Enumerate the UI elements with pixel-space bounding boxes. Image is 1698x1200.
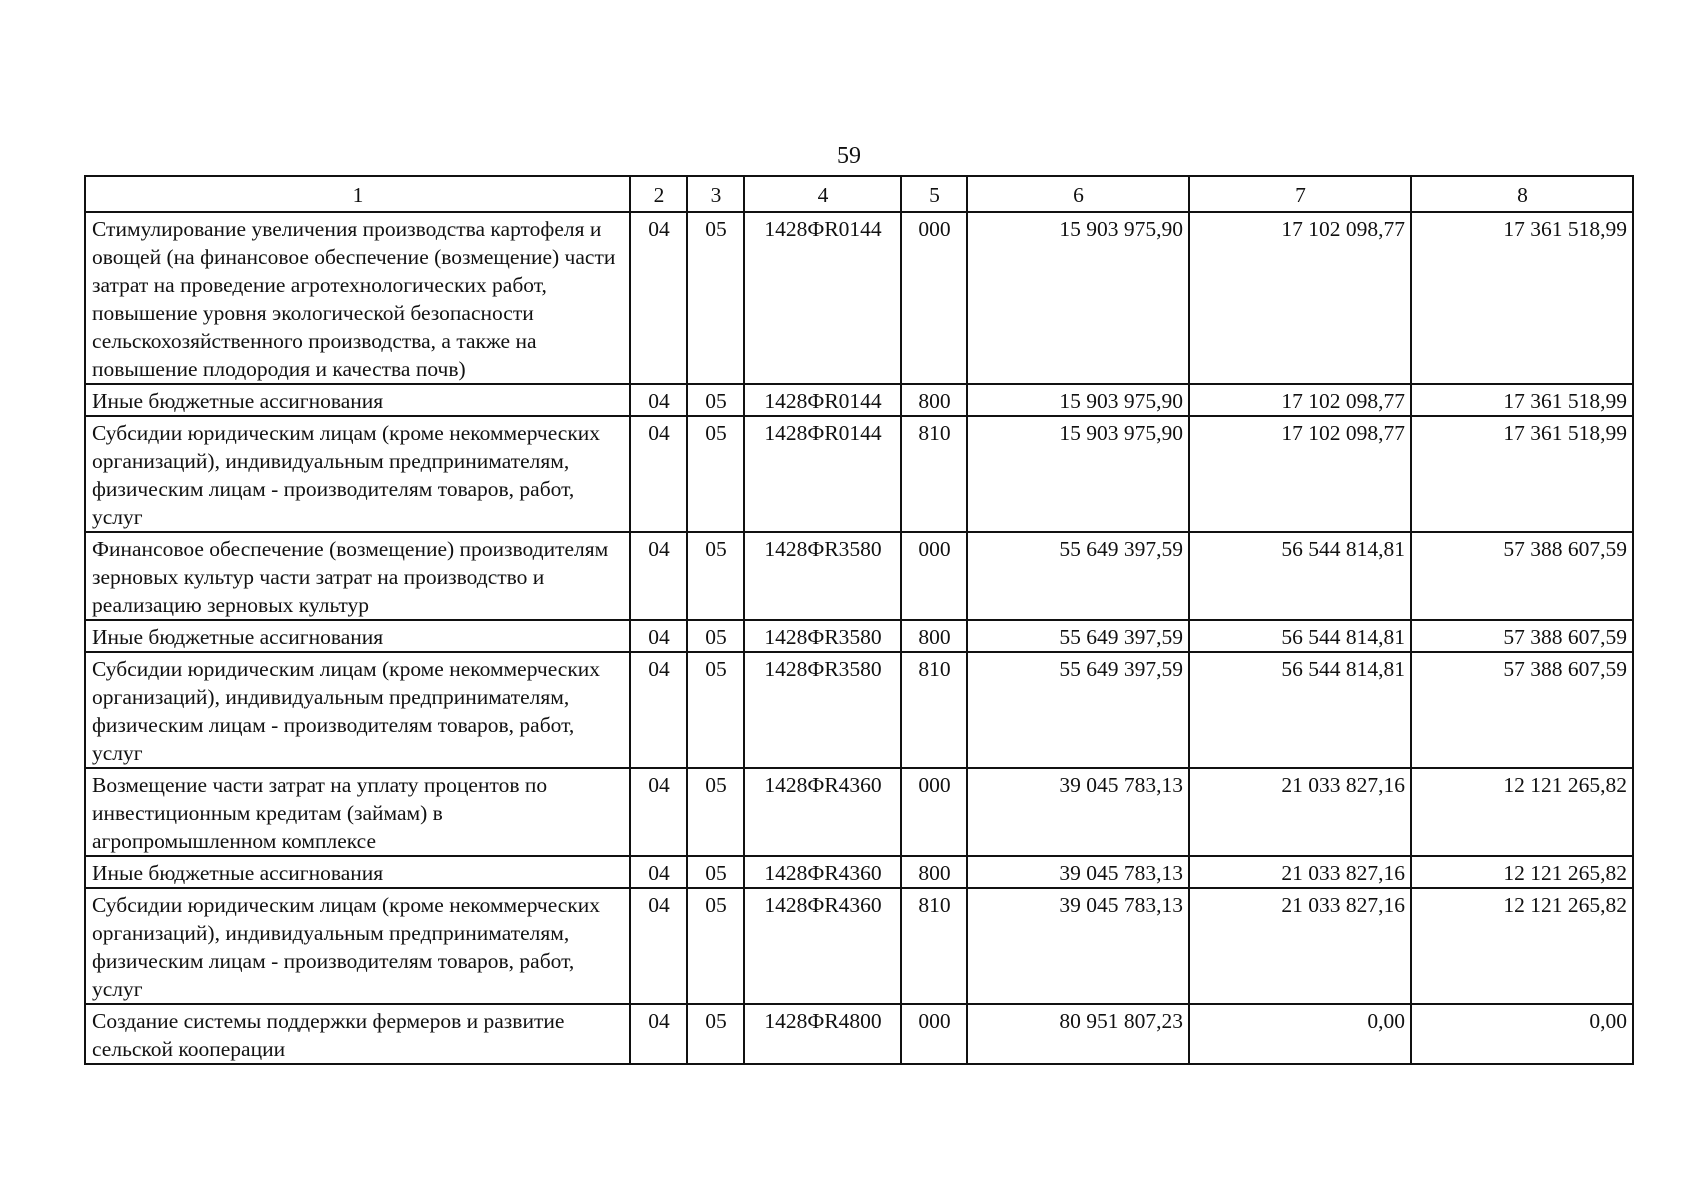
section-code-cell: 04 (630, 768, 687, 856)
column-header-8: 8 (1411, 176, 1633, 212)
table-row (85, 856, 1633, 888)
column-header-1: 1 (85, 176, 630, 212)
amount-col-8-cell: 12 121 265,82 (1411, 888, 1633, 1004)
subsection-code-cell: 05 (687, 888, 744, 1004)
amount-col-8-cell: 17 361 518,99 (1411, 212, 1633, 384)
subsection-code-cell: 05 (687, 532, 744, 620)
expense-type-cell: 000 (901, 768, 967, 856)
table-row (85, 416, 1633, 532)
subsection-code-cell: 05 (687, 1004, 744, 1064)
section-code-cell: 04 (630, 888, 687, 1004)
amount-col-7-cell: 56 544 814,81 (1189, 532, 1411, 620)
expense-type-cell: 800 (901, 384, 967, 416)
amount-col-8-cell: 57 388 607,59 (1411, 532, 1633, 620)
amount-col-6-cell: 15 903 975,90 (967, 384, 1189, 416)
page-number: 59 (837, 143, 861, 169)
target-article-cell: 1428ФR0144 (744, 212, 901, 384)
amount-col-7-cell: 56 544 814,81 (1189, 620, 1411, 652)
row-name-cell: Финансовое обеспечение (возмещение) производителям зерновых культур части затрат на производство и реализацию зерновых культур (85, 532, 630, 620)
target-article-cell: 1428ФR4360 (744, 856, 901, 888)
column-header-7: 7 (1189, 176, 1411, 212)
amount-col-7-cell: 0,00 (1189, 1004, 1411, 1064)
target-article-cell: 1428ФR3580 (744, 532, 901, 620)
target-article-cell: 1428ФR0144 (744, 416, 901, 532)
table-row (85, 888, 1633, 1004)
column-header-3: 3 (687, 176, 744, 212)
amount-col-8-cell: 57 388 607,59 (1411, 652, 1633, 768)
table-row (85, 652, 1633, 768)
subsection-code-cell: 05 (687, 620, 744, 652)
target-article-cell: 1428ФR4360 (744, 768, 901, 856)
row-name-cell: Субсидии юридическим лицам (кроме некоммерческих организаций), индивидуальным предпринимателям, физическим лицам - производителям товаров, работ, услуг (85, 652, 630, 768)
section-code-cell: 04 (630, 532, 687, 620)
row-name-cell: Возмещение части затрат на уплату процентов по инвестиционным кредитам (займам) в агропромышленном комплексе (85, 768, 630, 856)
amount-col-8-cell: 57 388 607,59 (1411, 620, 1633, 652)
expense-type-cell: 810 (901, 888, 967, 1004)
section-code-cell: 04 (630, 856, 687, 888)
amount-col-6-cell: 80 951 807,23 (967, 1004, 1189, 1064)
column-header-4: 4 (744, 176, 901, 212)
amount-col-8-cell: 17 361 518,99 (1411, 384, 1633, 416)
amount-col-8-cell: 12 121 265,82 (1411, 856, 1633, 888)
expense-type-cell: 800 (901, 856, 967, 888)
table-row (85, 768, 1633, 856)
target-article-cell: 1428ФR0144 (744, 384, 901, 416)
row-name-cell: Иные бюджетные ассигнования (85, 856, 630, 888)
subsection-code-cell: 05 (687, 212, 744, 384)
amount-col-7-cell: 21 033 827,16 (1189, 856, 1411, 888)
row-name-cell: Стимулирование увеличения производства картофеля и овощей (на финансовое обеспечение (возмещение) части затрат на проведение агротехнологических работ, повышение уровня экологической безопасности сельскохозяйственного производства, а также на повышение плодородия и качества почв) (85, 212, 630, 384)
amount-col-7-cell: 21 033 827,16 (1189, 768, 1411, 856)
amount-col-6-cell: 55 649 397,59 (967, 620, 1189, 652)
column-header-2: 2 (630, 176, 687, 212)
amount-col-6-cell: 15 903 975,90 (967, 416, 1189, 532)
table-row (85, 212, 1633, 384)
section-code-cell: 04 (630, 620, 687, 652)
subsection-code-cell: 05 (687, 384, 744, 416)
subsection-code-cell: 05 (687, 416, 744, 532)
target-article-cell: 1428ФR4800 (744, 1004, 901, 1064)
section-code-cell: 04 (630, 212, 687, 384)
section-code-cell: 04 (630, 1004, 687, 1064)
amount-col-7-cell: 21 033 827,16 (1189, 888, 1411, 1004)
expense-type-cell: 000 (901, 1004, 967, 1064)
expense-type-cell: 000 (901, 532, 967, 620)
amount-col-8-cell: 12 121 265,82 (1411, 768, 1633, 856)
amount-col-6-cell: 39 045 783,13 (967, 768, 1189, 856)
subsection-code-cell: 05 (687, 768, 744, 856)
row-name-cell: Иные бюджетные ассигнования (85, 384, 630, 416)
target-article-cell: 1428ФR4360 (744, 888, 901, 1004)
row-name-cell: Субсидии юридическим лицам (кроме некоммерческих организаций), индивидуальным предпринимателям, физическим лицам - производителям товаров, работ, услуг (85, 888, 630, 1004)
target-article-cell: 1428ФR3580 (744, 652, 901, 768)
row-name-cell: Субсидии юридическим лицам (кроме некоммерческих организаций), индивидуальным предпринимателям, физическим лицам - производителям товаров, работ, услуг (85, 416, 630, 532)
table-header-row (85, 176, 1633, 212)
amount-col-6-cell: 39 045 783,13 (967, 888, 1189, 1004)
expense-type-cell: 810 (901, 416, 967, 532)
table-row (85, 1004, 1633, 1064)
budget-table (84, 175, 1634, 1065)
table-row (85, 384, 1633, 416)
target-article-cell: 1428ФR3580 (744, 620, 901, 652)
amount-col-8-cell: 0,00 (1411, 1004, 1633, 1064)
amount-col-6-cell: 15 903 975,90 (967, 212, 1189, 384)
amount-col-7-cell: 56 544 814,81 (1189, 652, 1411, 768)
amount-col-6-cell: 55 649 397,59 (967, 652, 1189, 768)
amount-col-7-cell: 17 102 098,77 (1189, 384, 1411, 416)
amount-col-8-cell: 17 361 518,99 (1411, 416, 1633, 532)
expense-type-cell: 810 (901, 652, 967, 768)
subsection-code-cell: 05 (687, 856, 744, 888)
column-header-6: 6 (967, 176, 1189, 212)
expense-type-cell: 000 (901, 212, 967, 384)
amount-col-6-cell: 55 649 397,59 (967, 532, 1189, 620)
section-code-cell: 04 (630, 384, 687, 416)
table-row (85, 532, 1633, 620)
column-header-5: 5 (901, 176, 967, 212)
amount-col-7-cell: 17 102 098,77 (1189, 212, 1411, 384)
amount-col-6-cell: 39 045 783,13 (967, 856, 1189, 888)
row-name-cell: Иные бюджетные ассигнования (85, 620, 630, 652)
table-body (85, 212, 1633, 1064)
row-name-cell: Создание системы поддержки фермеров и развитие сельской кооперации (85, 1004, 630, 1064)
amount-col-7-cell: 17 102 098,77 (1189, 416, 1411, 532)
section-code-cell: 04 (630, 652, 687, 768)
table-row (85, 620, 1633, 652)
subsection-code-cell: 05 (687, 652, 744, 768)
section-code-cell: 04 (630, 416, 687, 532)
expense-type-cell: 800 (901, 620, 967, 652)
